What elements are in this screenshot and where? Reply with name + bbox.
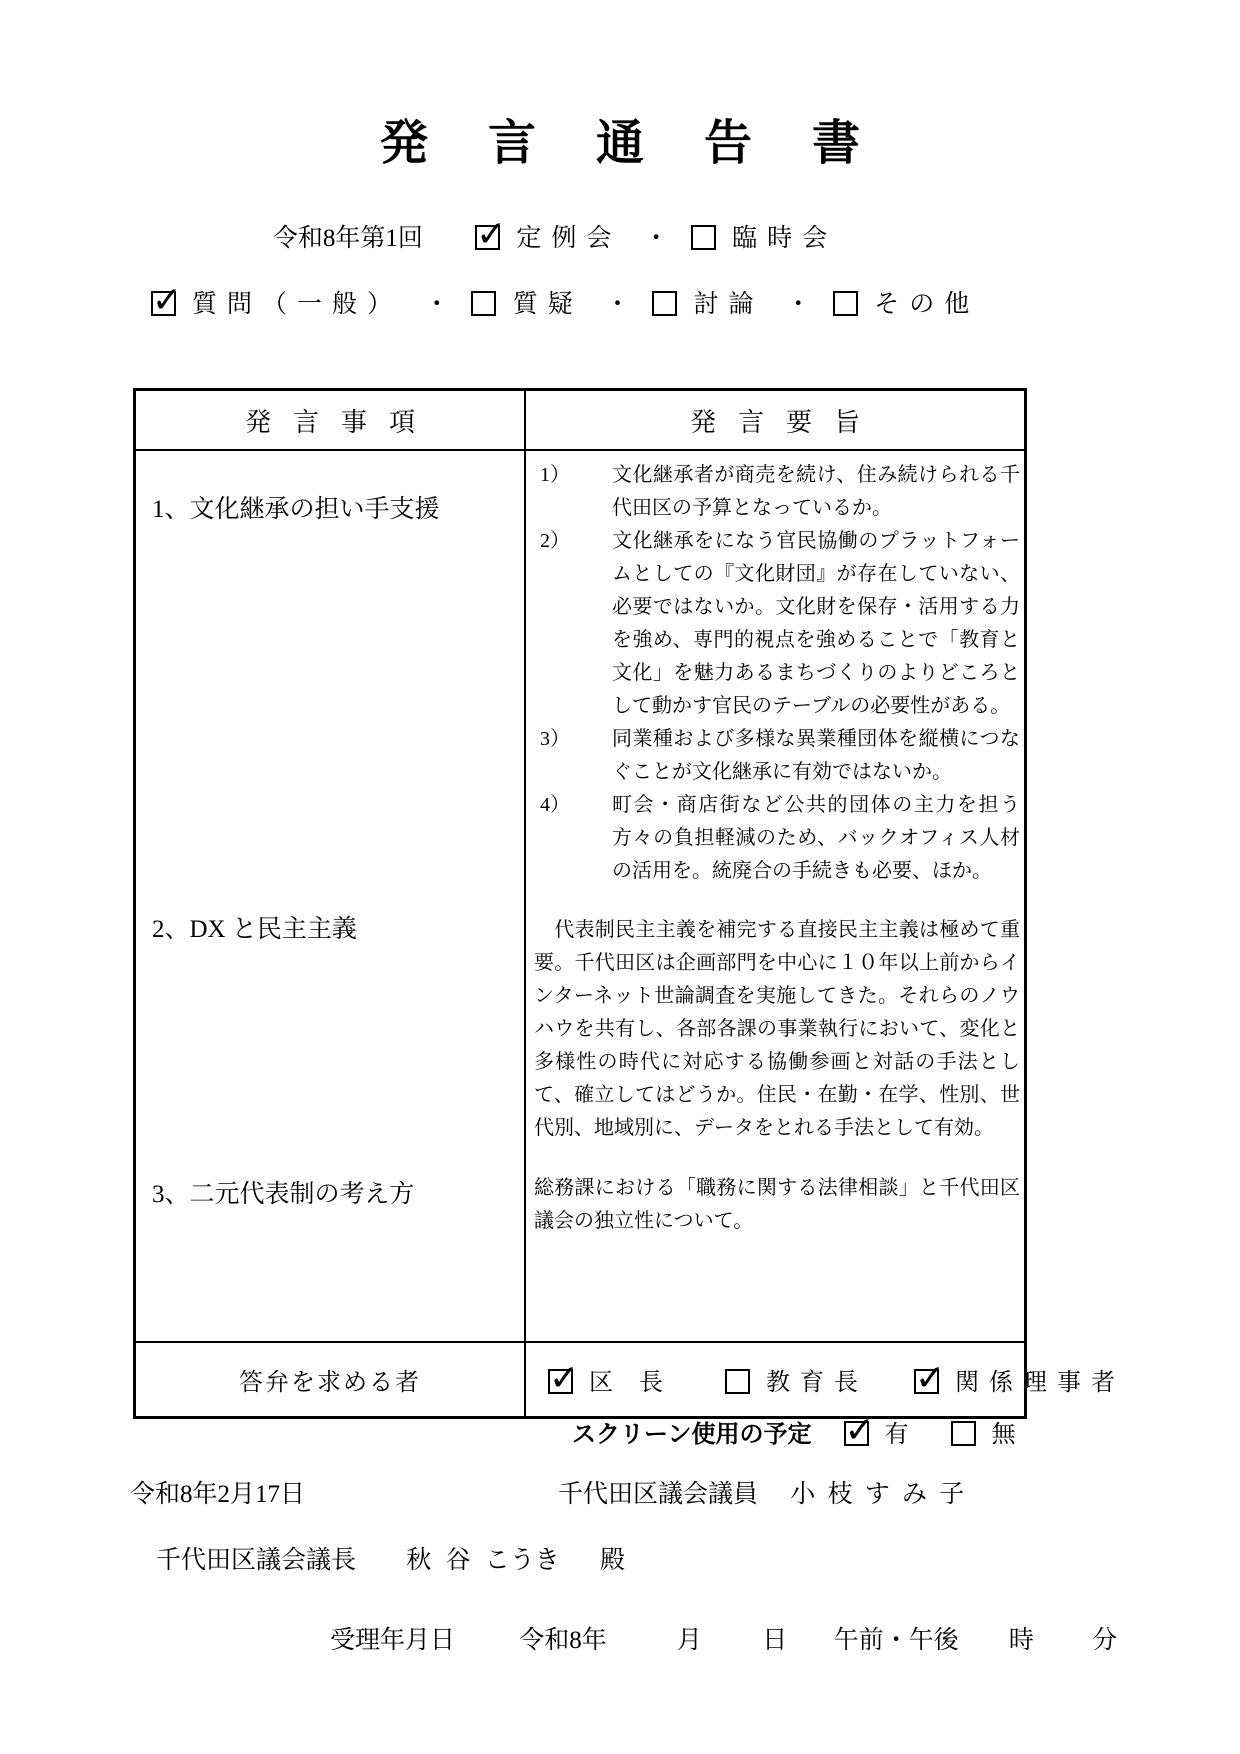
- table-header-row: [136, 391, 1024, 451]
- item-text: 文化継承者が商売を続け、住み続けられる千代田区の予算となっているか。: [612, 464, 1020, 519]
- receipt-ampm: 午前・午後: [833, 1627, 959, 1654]
- answerer-option-mayor: [548, 1362, 673, 1397]
- extraordinary-session-label: 臨時会: [732, 225, 838, 252]
- receipt-label: 受理年月日: [330, 1627, 456, 1654]
- item-text: 同業種および多様な異業種団体を縦横につなぐことが文化継承に有効ではないか。: [612, 728, 1020, 783]
- question-general-label: 質問（一般）: [191, 291, 402, 318]
- screen-usage-label: スクリーン使用の予定: [572, 1422, 812, 1448]
- checkbox-extraordinary-session[interactable]: [691, 225, 716, 250]
- checkbox-other[interactable]: [833, 291, 858, 316]
- summary-list-item: [534, 459, 1020, 525]
- item-text: 町会・商店街など公共的団体の主力を担う方々の負担軽減のため、バックオフィス人材の活用を。統廃合の手続きも必要、ほか。: [612, 794, 1020, 882]
- item-text: 文化継承をになう官民協働のプラットフォームとしての『文化財団』が存在していない、必要ではないか。文化財を保存・活用する力を強め、専門的視点を強めることで「教育と文化」を魅力あるまちづくりのよりどころとして動かす官民のテーブルの必要性がある。: [612, 530, 1020, 717]
- session-prefix: 令和8年第1回: [272, 225, 423, 252]
- item-marker: 2）: [540, 530, 570, 552]
- chair-title: 千代田区議会議長: [156, 1547, 357, 1574]
- receipt-minute: 分: [1092, 1627, 1118, 1654]
- summary-column: [526, 451, 1024, 1341]
- answerer-option-related-directors: [914, 1362, 1125, 1397]
- screen-usage-yes: [844, 1422, 925, 1448]
- statement-table: [133, 388, 1125, 1419]
- mayor-label: 区 長: [589, 1370, 673, 1396]
- related-directors-label: 関係理事者: [955, 1370, 1125, 1396]
- summary-list-item: [534, 525, 1020, 723]
- regular-session-label: 定例会: [516, 225, 622, 252]
- item-marker: 3）: [540, 728, 570, 750]
- member-name: 小 枝 す み 子: [790, 1481, 965, 1508]
- speech-type-line: [0, 284, 1130, 320]
- chair-address: [156, 1540, 625, 1576]
- receipt-month: 月: [677, 1627, 703, 1654]
- summary-list: [534, 459, 1020, 888]
- checkbox-education-chief[interactable]: [725, 1369, 750, 1394]
- receipt-era-year: 令和8年: [519, 1627, 607, 1654]
- checkbox-mayor[interactable]: [548, 1369, 573, 1394]
- debate-label: 討論: [693, 291, 764, 318]
- subject-item-3: 3、二元代表制の考え方: [152, 1181, 415, 1208]
- honorific: 殿: [600, 1547, 626, 1574]
- separator-dot: ・: [643, 225, 669, 252]
- screen-usage-line: [572, 1414, 1052, 1449]
- answerer-label: 答弁を求める者: [136, 1343, 526, 1416]
- screen-no-label: 無: [991, 1422, 1026, 1448]
- subject-item-2: 2、DX と民主主義: [152, 916, 357, 943]
- summary-paragraph-dx: 代表制民主主義を補完する直接民主主義は極めて重要。千代田区は企画部門を中心に１０年以上前からインターネット世論調査を実施してきた。それらのノウハウを共有し、各部各課の事業執行において、変化と多様性の時代に対応する協働参画と対話の手法として、確立してはどうか。住民・在勤・在学、性別、世代別、地域別に、データをとれる手法として有効。: [534, 919, 1020, 1139]
- answerer-options: [526, 1343, 1125, 1416]
- receipt-day: 日: [762, 1627, 788, 1654]
- table-body-row: [136, 451, 1024, 1343]
- checkbox-debate[interactable]: [652, 291, 677, 316]
- summary-list-item: [534, 723, 1020, 789]
- inquiry-label: 質疑: [512, 291, 583, 318]
- header-summary-cell: 発言要旨: [689, 407, 882, 437]
- separator-dot: ・: [604, 291, 630, 318]
- member-signature: [558, 1474, 964, 1510]
- submission-date: 令和8年2月17日: [130, 1481, 306, 1508]
- separator-dot: ・: [424, 291, 450, 318]
- checkbox-screen-yes[interactable]: [844, 1421, 869, 1446]
- receipt-hour: 時: [1008, 1627, 1034, 1654]
- checkbox-regular-session[interactable]: [475, 225, 500, 250]
- screen-yes-label: 有: [884, 1422, 919, 1448]
- document-title: 発言通告書: [379, 117, 920, 170]
- session-line: [0, 218, 1110, 254]
- summary-paragraph-dual-representation: 総務課における「職務に関する法律相談」と千代田区議会の独立性について。: [534, 1177, 1020, 1232]
- subject-column: [136, 451, 526, 1341]
- checkbox-related-directors[interactable]: [914, 1369, 939, 1394]
- answerer-option-education-chief: [725, 1362, 868, 1397]
- checkbox-question-general[interactable]: [151, 291, 176, 316]
- header-subject-cell: 発言事項: [136, 391, 526, 449]
- checkbox-screen-no[interactable]: [951, 1421, 976, 1446]
- screen-usage-no: [951, 1422, 1026, 1448]
- item-marker: 4）: [540, 794, 570, 816]
- member-title: 千代田区議会議員: [558, 1481, 759, 1508]
- item-marker: 1）: [540, 464, 570, 486]
- subject-item-1: 1、文化継承の担い手支援: [152, 496, 440, 523]
- summary-list-item: [534, 789, 1020, 888]
- checkbox-inquiry[interactable]: [471, 291, 496, 316]
- receipt-line: [330, 1620, 1117, 1656]
- other-label: その他: [874, 291, 980, 318]
- education-chief-label: 教育長: [766, 1370, 868, 1396]
- chair-name: 秋 谷 こうき: [406, 1547, 560, 1574]
- separator-dot: ・: [785, 291, 811, 318]
- answerer-row: [136, 1343, 1125, 1416]
